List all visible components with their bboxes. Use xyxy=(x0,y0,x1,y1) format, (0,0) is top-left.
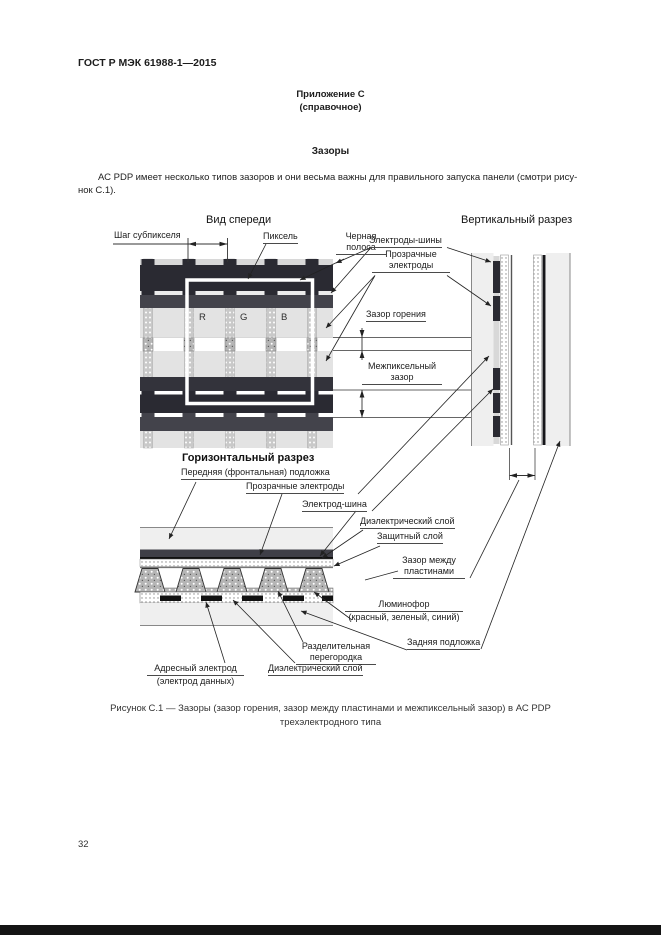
front-view-diagram xyxy=(140,259,333,448)
label-bus-electrodes: Электроды-шины xyxy=(369,235,442,248)
label-front-substrate: Передняя (фронтальная) подложка xyxy=(181,467,330,480)
subpixel-g-label: G xyxy=(240,312,248,323)
vertical-section-title: Вертикальный разрез xyxy=(461,214,573,226)
label-phosphor: Люминофор (красный, зеленый, синий) xyxy=(345,599,463,623)
page-number: 32 xyxy=(78,839,89,850)
interpixel-gap-dimension xyxy=(360,390,365,418)
label-black-stripe: Черная полоса xyxy=(336,231,386,255)
appendix-type: (справочное) xyxy=(299,102,362,113)
firing-gap-dimension xyxy=(360,328,365,360)
vs-dielectric xyxy=(501,255,509,445)
horizontal-section-diagram xyxy=(135,528,333,626)
appendix-label: Приложение С xyxy=(296,89,365,100)
label-address-electrode: Адресный электрод (электрод данных) xyxy=(147,663,244,687)
label-pixel: Пиксель xyxy=(263,231,298,244)
label-interpixel-gap: Межпиксельный зазор xyxy=(362,361,442,385)
label-dielectric-layer-top: Диэлектрический слой xyxy=(360,516,455,529)
vertical-section-diagram xyxy=(472,253,571,480)
subpixel-b-label: B xyxy=(281,312,288,323)
vs-front-substrate xyxy=(472,253,494,446)
label-bus-electrode: Электрод-шина xyxy=(302,499,367,512)
label-subpixel-pitch: Шаг субпикселя xyxy=(114,230,181,240)
footer-bar xyxy=(0,925,661,935)
label-protective-layer: Защитный слой xyxy=(377,531,443,544)
document-header: ГОСТ Р МЭК 61988-1—2015 xyxy=(78,57,217,69)
label-transparent-electrodes: Прозрачные электроды xyxy=(372,249,450,273)
subpixel-r-label: R xyxy=(199,312,206,323)
hs-transparent-electrode xyxy=(140,557,333,559)
vs-rear-dielectric xyxy=(534,255,542,445)
intro-paragraph-line1: АС PDP имеет несколько типов зазоров и они весьма важны для правильного запуска панели (смотри рису- xyxy=(98,172,578,183)
vs-address-electrode xyxy=(543,255,546,445)
front-view-title: Вид спереди xyxy=(206,214,272,226)
vs-plate-gap-dimension xyxy=(510,448,536,480)
label-rear-substrate: Задняя подложка xyxy=(407,637,480,650)
label-dielectric-layer-bottom: Диэлектрический слой xyxy=(268,663,363,676)
section-title: Зазоры xyxy=(311,146,350,157)
label-firing-gap: Зазор горения xyxy=(366,309,426,322)
vs-rear-substrate xyxy=(546,253,570,446)
horizontal-section-title: Горизонтальный разрез xyxy=(182,452,315,464)
hs-dielectric xyxy=(140,559,333,566)
firing-gap-row xyxy=(140,338,333,351)
intro-paragraph-line2: нок С.1). xyxy=(78,185,116,196)
label-transparent-electrodes-mid: Прозрачные электроды xyxy=(246,481,344,494)
figure-caption-line1: Рисунок С.1 — Зазоры (зазор горения, зазор между пластинами и межпиксельный зазор) в АС PDP xyxy=(110,703,551,714)
label-barrier-rib: Разделительная перегородка xyxy=(296,641,376,665)
hs-rear-substrate xyxy=(140,603,333,626)
label-plate-gap: Зазор между пластинами xyxy=(393,555,465,579)
figure-caption-line2: трехэлектродного типа xyxy=(279,717,382,728)
subpixel-pitch-dimension xyxy=(113,238,228,262)
hs-bus-electrode xyxy=(140,550,333,558)
